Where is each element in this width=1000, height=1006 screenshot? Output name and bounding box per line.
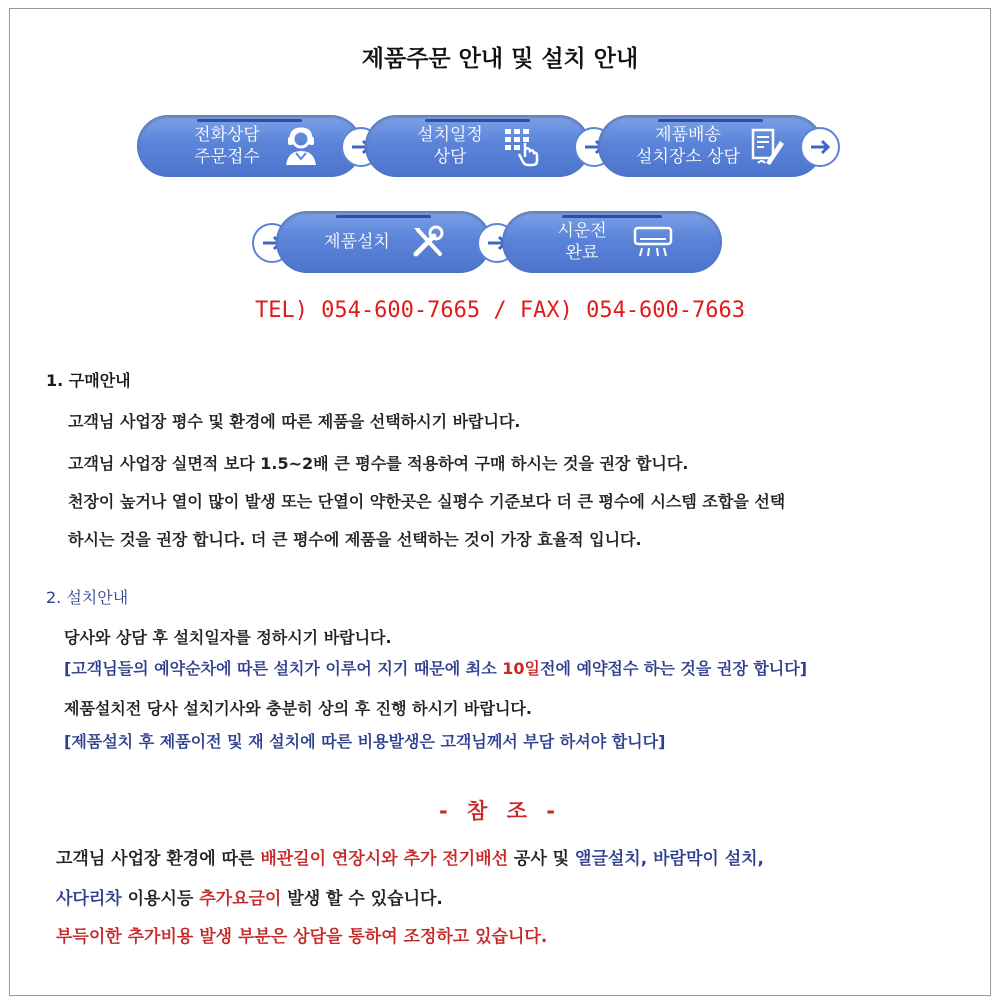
tools-icon — [410, 224, 446, 260]
arrow-next-3 — [800, 127, 840, 167]
reference-line-2-blue: 사다리차 — [56, 889, 122, 909]
pill-accent-line — [425, 119, 530, 122]
pill-accent-line — [336, 215, 431, 218]
page-title: 제품주문 안내 및 설치 안내 — [361, 46, 639, 72]
step-phone-consult — [137, 115, 362, 177]
pill-accent-line — [658, 119, 763, 122]
purchase-line-1: 고객님 사업장 평수 및 환경에 따른 제품을 선택하시기 바랍니다. — [68, 412, 521, 431]
purchase-line-3: 천장이 높거나 열이 많이 발생 또는 단열이 약한곳은 실평수 기준보다 더 큰 평수에 시스템 조합을 선택 — [68, 492, 786, 511]
reference-line-2-highlight: 추가요금이 — [199, 889, 282, 909]
purchase-heading: 1. 구매안내 — [46, 371, 131, 390]
step-label: 시운전 완료 — [557, 221, 607, 263]
arrow-right-icon — [802, 129, 838, 165]
install-note-1 — [64, 656, 807, 679]
keypad-touch-icon — [503, 127, 543, 167]
pill-accent-line — [562, 215, 662, 218]
purchase-line-2: 고객님 사업장 실면적 보다 1.5~2배 큰 평수를 적용하여 구매 하시는 것을 권장 합니다. — [68, 454, 689, 473]
install-line-1: 당사와 상담 후 설치일자를 정하시기 바랍니다. — [64, 628, 392, 647]
step-label: 전화상담 주문접수 — [194, 125, 260, 167]
reference-line-1-highlight: 배관길이 연장시와 추가 전기배선 — [260, 849, 508, 869]
step-label: 제품배송 설치장소 상담 — [636, 125, 740, 167]
air-conditioner-icon — [632, 225, 674, 259]
reference-line-2-part-d: 발생 할 수 있습니다. — [281, 889, 443, 909]
step-schedule-consult — [365, 115, 590, 177]
purchase-line-4: 하시는 것을 권장 합니다. 더 큰 평수에 제품을 선택하는 것이 가장 효율적 입니다. — [68, 530, 642, 549]
install-note-1-part-a: [고객님들의 예약순차에 따른 설치가 이루어 지기 때문에 최소 — [64, 659, 503, 678]
pill-accent-line — [197, 119, 302, 122]
reference-line-1-part-c: 공사 및 — [508, 849, 576, 869]
document-pen-icon — [750, 127, 786, 167]
step-label: 설치일정 상담 — [417, 125, 483, 167]
install-note-2: [제품설치 후 제품이전 및 재 설치에 따른 비용발생은 고객님께서 부담 하셔야 합니다] — [64, 732, 666, 751]
install-note-1-highlight: 10일 — [502, 659, 541, 678]
contact-info: TEL) 054-600-7665 / FAX) 054-600-7663 — [254, 298, 746, 323]
step-installation — [276, 211, 491, 273]
install-heading: 2. 설치안내 — [46, 588, 129, 607]
reference-line-3: 부득이한 추가비용 발생 부분은 상담을 통하여 조정하고 있습니다. — [56, 927, 548, 947]
reference-line-2-part-b: 이용시등 — [121, 889, 200, 909]
step-test-run-complete — [502, 211, 722, 273]
step-label: 제품설치 — [324, 232, 390, 252]
reference-line-1-part-a: 고객님 사업장 환경에 따른 — [56, 849, 261, 869]
reference-title: - 참 조 - — [439, 799, 561, 823]
operator-icon — [282, 127, 320, 167]
reference-line-1-blue: 앨글설치, 바람막이 설치, — [575, 849, 765, 869]
reference-line-1 — [56, 844, 764, 869]
reference-line-2 — [56, 884, 443, 909]
install-note-1-part-c: 전에 예약접수 하는 것을 권장 합니다] — [540, 659, 808, 678]
step-delivery-consult — [598, 115, 823, 177]
install-line-2: 제품설치전 당사 설치기사와 충분히 상의 후 진행 하시기 바랍니다. — [64, 699, 532, 718]
